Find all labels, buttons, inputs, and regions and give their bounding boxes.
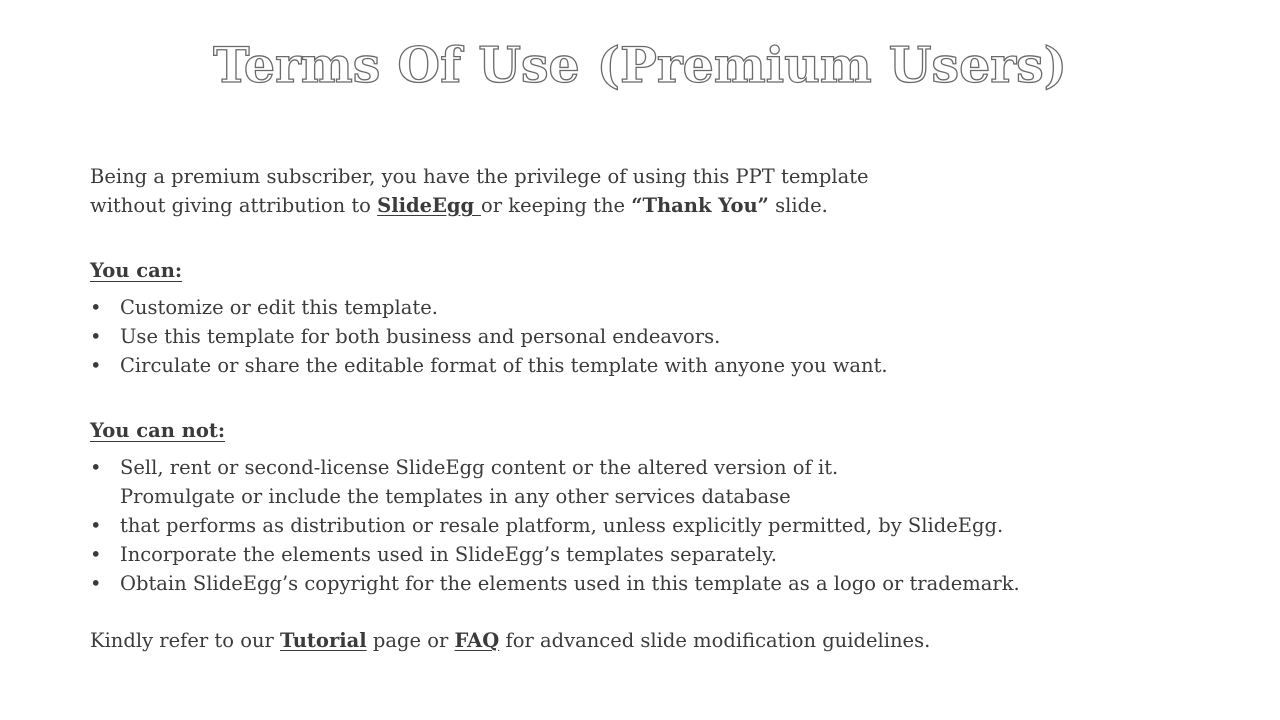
list-item xyxy=(90,540,1190,569)
footer-text-before: Kindly refer to our xyxy=(90,629,281,652)
you-can-list xyxy=(90,293,1190,380)
intro-text-after: slide. xyxy=(768,194,828,217)
list-item xyxy=(90,511,1190,540)
terms-content xyxy=(90,162,1190,655)
you-can-heading: You can: xyxy=(90,259,183,282)
list-item-text: that performs as distribution or resale platform, unless explicitly permitted, by SlideEgg. xyxy=(120,514,1004,537)
list-item xyxy=(90,293,1190,322)
list-item xyxy=(90,322,1190,351)
intro-text-middle: or keeping the xyxy=(481,194,632,217)
faq-link[interactable]: FAQ xyxy=(454,629,500,652)
list-item xyxy=(90,453,1190,482)
footer-text-middle: page or xyxy=(366,629,455,652)
intro-line-2 xyxy=(90,191,1190,220)
list-item-text: Incorporate the elements used in SlideEgg’s templates separately. xyxy=(120,543,777,566)
list-item-text: Promulgate or include the templates in any other services database xyxy=(120,485,791,508)
you-can-not-list xyxy=(90,453,1190,598)
intro-paragraph xyxy=(90,162,1190,220)
list-item-text: Customize or edit this template. xyxy=(120,296,438,319)
bullet-icon: • xyxy=(90,572,102,595)
list-item-text: Sell, rent or second-license SlideEgg content or the altered version of it. xyxy=(120,456,839,479)
intro-text-before: without giving attribution to xyxy=(90,194,378,217)
list-item xyxy=(90,482,1190,511)
list-item-text: Obtain SlideEgg’s copyright for the elements used in this template as a logo or trademark. xyxy=(120,572,1020,595)
bullet-icon: • xyxy=(90,514,102,537)
tutorial-link[interactable]: Tutorial xyxy=(280,629,367,652)
footer-paragraph xyxy=(90,626,1190,655)
list-item-text: Use this template for both business and personal endeavors. xyxy=(120,325,721,348)
bullet-icon: • xyxy=(90,543,102,566)
you-can-not-heading: You can not: xyxy=(90,419,226,442)
footer-text-after: for advanced slide modification guidelines. xyxy=(499,629,931,652)
bullet-icon: • xyxy=(90,456,102,479)
bullet-icon: • xyxy=(90,325,102,348)
bullet-icon: • xyxy=(90,354,102,377)
list-item-text: Circulate or share the editable format of this template with anyone you want. xyxy=(120,354,888,377)
bullet-icon: • xyxy=(90,296,102,319)
slideegg-link[interactable]: SlideEgg xyxy=(377,194,481,217)
intro-line-1: Being a premium subscriber, you have the privilege of using this PPT template xyxy=(90,165,869,188)
slide-title: Terms Of Use (Premium Users) xyxy=(213,36,1067,94)
list-item xyxy=(90,351,1190,380)
list-item xyxy=(90,569,1190,598)
thank-you-text: “Thank You” xyxy=(631,194,769,217)
